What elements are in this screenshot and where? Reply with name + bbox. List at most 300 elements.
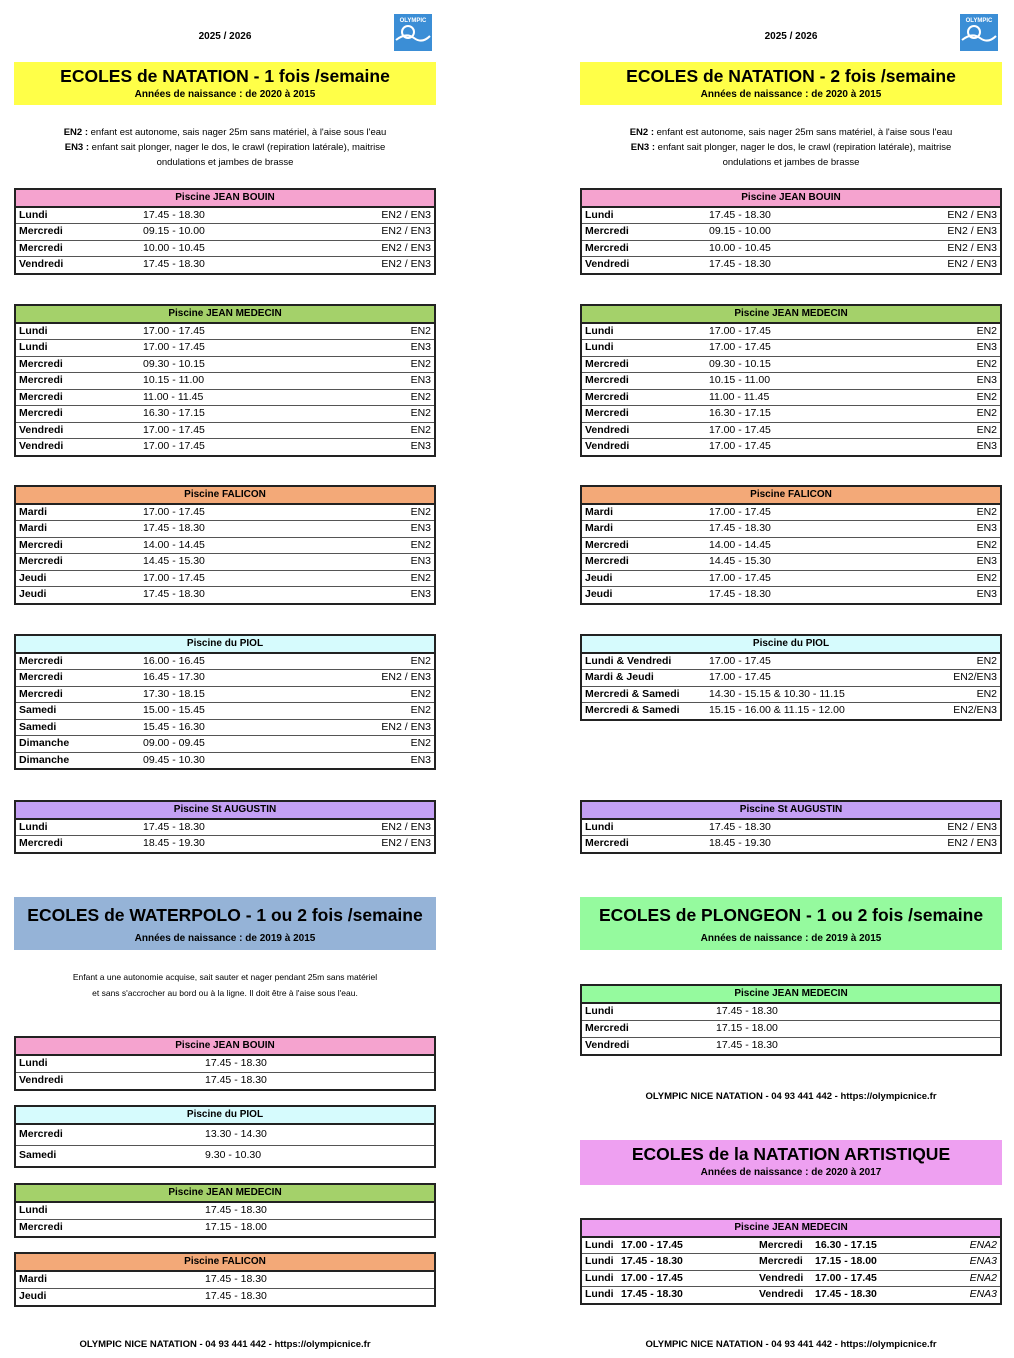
row-time: 17.00 - 17.45: [140, 570, 316, 587]
row-level: EN2: [882, 653, 1001, 670]
row-day: Mercredi: [15, 373, 140, 390]
row-level: EN2: [316, 406, 435, 423]
row-day: Mardi & Jeudi: [581, 670, 706, 687]
row-day: Lundi: [15, 1202, 202, 1220]
row-level: EN2: [316, 323, 435, 340]
row-day: Lundi: [581, 1254, 618, 1271]
schedule-table: [580, 984, 1002, 1056]
row-time: 13.30 - 14.30: [202, 1124, 435, 1146]
row-time: 09.15 - 10.00: [706, 224, 882, 241]
row-level: EN2 / EN3: [316, 719, 435, 736]
row-day: Vendredi: [581, 1037, 713, 1055]
row-time: 10.15 - 11.00: [706, 373, 882, 390]
table-row: [15, 1219, 435, 1237]
row-day: Mardi: [581, 504, 706, 521]
row-day: Vendredi: [15, 422, 140, 439]
table-row: [15, 240, 435, 257]
row-time: 17.45 - 18.30: [202, 1271, 435, 1289]
row-level: EN2: [316, 703, 435, 720]
row-time: 10.00 - 10.45: [140, 240, 316, 257]
row-day: Vendredi: [581, 257, 706, 274]
row-time: 16.30 - 17.15: [140, 406, 316, 423]
schedule-table: [14, 1183, 436, 1238]
table-row: [15, 340, 435, 357]
row-time-2: 17.00 - 17.45: [812, 1270, 937, 1287]
row-time: 09.45 - 10.30: [140, 752, 316, 769]
table-row: [581, 1237, 1001, 1254]
row-time: 17.45 - 18.30: [706, 521, 882, 538]
row-day: Lundi: [581, 340, 706, 357]
row-level: EN2 / EN3: [882, 224, 1001, 241]
row-day: Mercredi: [581, 406, 706, 423]
row-level: EN2: [882, 570, 1001, 587]
row-day: Mercredi: [581, 389, 706, 406]
en2-code: EN2 :: [629, 127, 654, 138]
row-level: EN2: [882, 686, 1001, 703]
table-header-row: [581, 486, 1001, 504]
table-header-row: [15, 189, 435, 207]
table-header-row: [581, 801, 1001, 819]
pool-name: Piscine JEAN BOUIN: [15, 189, 435, 207]
row-day: Mercredi: [15, 686, 140, 703]
row-day: Vendredi: [581, 439, 706, 456]
row-level: EN2: [882, 537, 1001, 554]
table-row: [581, 1287, 1001, 1304]
row-time: 17.30 - 18.15: [140, 686, 316, 703]
row-day: Mercredi & Samedi: [581, 686, 706, 703]
table-row: [581, 373, 1001, 390]
row-day: Jeudi: [15, 570, 140, 587]
row-day: Mercredi: [15, 537, 140, 554]
row-day-2: Vendredi: [756, 1270, 812, 1287]
row-level: EN3: [882, 340, 1001, 357]
row-day: Vendredi: [15, 1072, 202, 1090]
pool-name: Piscine JEAN MEDECIN: [15, 1184, 435, 1202]
row-level: EN2: [316, 356, 435, 373]
row-day: Lundi: [581, 1287, 618, 1304]
en3-text-cont: ondulations et jambes de brasse: [156, 157, 294, 168]
row-time: 14.45 - 15.30: [140, 554, 316, 571]
row-level: EN2: [882, 504, 1001, 521]
row-level: EN2 / EN3: [882, 240, 1001, 257]
table-header-row: [15, 305, 435, 323]
row-level-code: ENA2: [937, 1237, 1001, 1254]
row-time: 17.45 - 18.30: [618, 1287, 756, 1304]
table-row: [581, 703, 1001, 720]
table-row: [581, 670, 1001, 687]
table-row: [15, 439, 435, 456]
row-time: 09.30 - 10.15: [140, 356, 316, 373]
table-row: [581, 1003, 1001, 1021]
pool-name: Piscine du PIOL: [15, 1106, 435, 1124]
row-day: Samedi: [15, 719, 140, 736]
row-level: EN2: [316, 686, 435, 703]
table-row: [15, 1145, 435, 1167]
table-header-row: [581, 1219, 1001, 1237]
schedule-table: [14, 800, 436, 854]
row-time: 17.00 - 17.45: [706, 653, 882, 670]
table-row: [15, 389, 435, 406]
en2-text: enfant est autonome, sais nager 25m sans matériel, à l'aise sous l'eau: [88, 127, 387, 138]
row-time: 17.00 - 17.45: [618, 1237, 756, 1254]
en3-code: EN3 :: [64, 142, 90, 153]
table-row: [15, 1055, 435, 1073]
table-row: [581, 257, 1001, 274]
row-day: Vendredi: [581, 422, 706, 439]
table-header-row: [15, 801, 435, 819]
row-day: Mercredi: [15, 670, 140, 687]
row-time: 17.45 - 18.30: [202, 1072, 435, 1090]
nat1-banner: [14, 62, 436, 105]
row-level: EN3: [882, 521, 1001, 538]
row-time: 17.00 - 17.45: [706, 439, 882, 456]
en3-text: enfant sait plonger, nager le dos, le crawl (repiration latérale), maitrise: [89, 142, 386, 153]
row-level: EN2 / EN3: [882, 257, 1001, 274]
table-row: [15, 1072, 435, 1090]
row-day: Lundi: [15, 323, 140, 340]
row-time: 14.45 - 15.30: [706, 554, 882, 571]
table-row: [15, 504, 435, 521]
table-row: [15, 703, 435, 720]
levels-note: [580, 125, 1002, 170]
pool-name: Piscine JEAN MEDECIN: [15, 305, 435, 323]
nat2-banner: [580, 62, 1002, 105]
row-time: 17.45 - 18.30: [618, 1254, 756, 1271]
row-time: 17.00 - 17.45: [140, 340, 316, 357]
table-row: [581, 406, 1001, 423]
row-level: EN2/EN3: [882, 703, 1001, 720]
pool-name: Piscine du PIOL: [581, 635, 1001, 653]
schedule-table: [14, 1036, 436, 1091]
row-time: 14.00 - 14.45: [140, 537, 316, 554]
table-row: [581, 1037, 1001, 1055]
row-level: EN2: [316, 537, 435, 554]
schedule-table: [580, 485, 1002, 605]
table-row: [15, 570, 435, 587]
table-row: [581, 587, 1001, 604]
table-row: [581, 819, 1001, 836]
table-row: [15, 422, 435, 439]
pool-name: Piscine FALICON: [15, 1253, 435, 1271]
row-time: 17.15 - 18.00: [202, 1219, 435, 1237]
row-level: EN3: [882, 439, 1001, 456]
row-day: Vendredi: [15, 439, 140, 456]
table-row: [581, 537, 1001, 554]
table-header-row: [581, 635, 1001, 653]
row-time: 15.15 - 16.00 & 11.15 - 12.00: [706, 703, 882, 720]
row-day-2: Vendredi: [756, 1287, 812, 1304]
row-level: EN2 / EN3: [316, 836, 435, 853]
footer-right: OLYMPIC NICE NATATION - 04 93 441 442 - https://olympicnice.fr: [645, 1339, 937, 1350]
row-time: 16.45 - 17.30: [140, 670, 316, 687]
table-header-row: [15, 1253, 435, 1271]
table-row: [581, 504, 1001, 521]
row-time: 17.45 - 18.30: [202, 1202, 435, 1220]
table-header-row: [15, 1037, 435, 1055]
plongeon-birth-years: Années de naissance : de 2019 à 2015: [700, 933, 882, 944]
row-time: 17.00 - 17.45: [618, 1270, 756, 1287]
row-time: 17.45 - 18.30: [140, 587, 316, 604]
table-header-row: [581, 985, 1001, 1003]
svg-text:OLYMPIC: OLYMPIC: [399, 18, 427, 24]
table-row: [15, 836, 435, 853]
row-time: 17.00 - 17.45: [140, 439, 316, 456]
table-row: [581, 422, 1001, 439]
plongeon-title: ECOLES de PLONGEON - 1 ou 2 fois /semaine: [598, 905, 984, 925]
row-day-2: Mercredi: [756, 1237, 812, 1254]
row-day: Mercredi: [581, 1020, 713, 1037]
row-level: EN3: [316, 521, 435, 538]
row-day: Mercredi: [581, 240, 706, 257]
table-row: [15, 819, 435, 836]
table-row: [581, 323, 1001, 340]
row-level: EN2: [882, 389, 1001, 406]
footer-left: OLYMPIC NICE NATATION - 04 93 441 442 - https://olympicnice.fr: [79, 1339, 371, 1350]
table-row: [581, 240, 1001, 257]
row-level: EN3: [316, 439, 435, 456]
table-row: [581, 439, 1001, 456]
row-day: Mercredi: [15, 389, 140, 406]
row-day: Lundi: [581, 1003, 713, 1021]
row-time-2: 16.30 - 17.15: [812, 1237, 937, 1254]
table-row: [15, 521, 435, 538]
pool-name: Piscine JEAN MEDECIN: [581, 305, 1001, 323]
row-time: 17.45 - 18.30: [140, 521, 316, 538]
en2-code: EN2 :: [63, 127, 88, 138]
row-time-2: 17.45 - 18.30: [812, 1287, 937, 1304]
row-time: 17.45 - 18.30: [706, 587, 882, 604]
table-row: [15, 686, 435, 703]
row-day: Mercredi: [15, 356, 140, 373]
table-row: [15, 587, 435, 604]
table-row: [15, 670, 435, 687]
table-row: [581, 224, 1001, 241]
row-time: 17.00 - 17.45: [706, 504, 882, 521]
table-row: [15, 537, 435, 554]
pool-name: Piscine JEAN MEDECIN: [581, 1219, 1001, 1237]
table-row: [581, 570, 1001, 587]
row-day: Lundi: [581, 1237, 618, 1254]
row-day: Lundi: [581, 323, 706, 340]
row-time: 17.00 - 17.45: [706, 422, 882, 439]
nat2-birth-years: Années de naissance : de 2020 à 2015: [700, 89, 882, 100]
table-header-row: [15, 635, 435, 653]
row-day: Jeudi: [15, 587, 140, 604]
row-time: 17.00 - 17.45: [140, 323, 316, 340]
table-row: [581, 389, 1001, 406]
schedule-table: [14, 1252, 436, 1307]
waterpolo-banner: [14, 897, 436, 950]
row-day: Lundi: [581, 1270, 618, 1287]
pool-name: Piscine St AUGUSTIN: [581, 801, 1001, 819]
club-logo: [960, 14, 998, 51]
row-day: Mercredi: [15, 653, 140, 670]
row-day: Mercredi: [15, 836, 140, 853]
row-level: EN3: [316, 587, 435, 604]
artistique-banner: [580, 1140, 1002, 1185]
row-level: EN3: [316, 373, 435, 390]
schedule-table: [580, 1218, 1002, 1305]
row-time: 11.00 - 11.45: [140, 389, 316, 406]
row-time: 16.00 - 16.45: [140, 653, 316, 670]
row-level: EN2 / EN3: [316, 224, 435, 241]
table-header-row: [15, 486, 435, 504]
row-time: 17.45 - 18.30: [713, 1003, 1001, 1021]
artistique-birth-years: Années de naissance : de 2020 à 2017: [700, 1167, 882, 1178]
row-level: EN3: [316, 554, 435, 571]
table-row: [15, 356, 435, 373]
row-time: 9.30 - 10.30: [202, 1145, 435, 1167]
row-day: Vendredi: [15, 257, 140, 274]
table-header-row: [15, 1184, 435, 1202]
table-row: [581, 554, 1001, 571]
row-level: EN2: [316, 389, 435, 406]
row-time: 10.15 - 11.00: [140, 373, 316, 390]
schedule-table: [580, 634, 1002, 721]
table-header-row: [581, 305, 1001, 323]
row-time: 14.30 - 15.15 & 10.30 - 11.15: [706, 686, 882, 703]
row-level: EN2: [882, 356, 1001, 373]
row-time-2: 17.15 - 18.00: [812, 1254, 937, 1271]
table-row: [581, 1020, 1001, 1037]
row-day: Lundi: [15, 340, 140, 357]
row-time: 18.45 - 19.30: [140, 836, 316, 853]
row-time: 17.00 - 17.45: [706, 670, 882, 687]
table-row: [581, 836, 1001, 853]
row-day: Mercredi: [15, 240, 140, 257]
season-year: 2025 / 2026: [198, 31, 252, 42]
row-day: Lundi: [15, 207, 140, 224]
svg-text:OLYMPIC: OLYMPIC: [965, 18, 993, 24]
waterpolo-note: [14, 969, 436, 1001]
row-level: EN2: [316, 653, 435, 670]
row-level: EN2 / EN3: [882, 819, 1001, 836]
row-day: Mardi: [581, 521, 706, 538]
row-time: 09.15 - 10.00: [140, 224, 316, 241]
table-row: [15, 257, 435, 274]
pool-name: Piscine JEAN BOUIN: [15, 1037, 435, 1055]
row-time: 10.00 - 10.45: [706, 240, 882, 257]
row-time: 17.45 - 18.30: [706, 207, 882, 224]
row-time: 17.45 - 18.30: [140, 819, 316, 836]
plongeon-banner: [580, 897, 1002, 950]
nat1-title: ECOLES de NATATION - 1 fois /semaine: [60, 66, 390, 86]
row-day: Mercredi: [15, 224, 140, 241]
levels-note: [14, 125, 436, 170]
row-level: EN2 / EN3: [316, 819, 435, 836]
table-row: [581, 653, 1001, 670]
pool-name: Piscine JEAN BOUIN: [581, 189, 1001, 207]
row-day: Mercredi: [581, 224, 706, 241]
waterpolo-note-line2: et sans s'accrocher au bord ou à la ligne. Il doit être à l'aise sous l'eau.: [92, 988, 358, 998]
row-day: Mardi: [15, 521, 140, 538]
row-time: 17.45 - 18.30: [202, 1055, 435, 1073]
row-level: EN3: [316, 340, 435, 357]
pool-name: Piscine JEAN MEDECIN: [581, 985, 1001, 1003]
club-logo: [394, 14, 432, 51]
row-time: 15.00 - 15.45: [140, 703, 316, 720]
artistique-title: ECOLES de la NATATION ARTISTIQUE: [631, 1144, 951, 1164]
table-row: [15, 1288, 435, 1306]
row-day: Lundi: [15, 1055, 202, 1073]
row-day: Mercredi & Samedi: [581, 703, 706, 720]
en3-text-cont: ondulations et jambes de brasse: [722, 157, 860, 168]
row-day: Samedi: [15, 703, 140, 720]
en2-text: enfant est autonome, sais nager 25m sans matériel, à l'aise sous l'eau: [654, 127, 953, 138]
row-time: 17.45 - 18.30: [706, 819, 882, 836]
table-row: [15, 224, 435, 241]
row-level: EN3: [316, 752, 435, 769]
nat2-title: ECOLES de NATATION - 2 fois /semaine: [626, 66, 956, 86]
row-day: Mercredi: [15, 1124, 202, 1146]
schedule-table: [580, 800, 1002, 854]
row-day: Mercredi: [581, 537, 706, 554]
row-time: 14.00 - 14.45: [706, 537, 882, 554]
row-time: 17.45 - 18.30: [706, 257, 882, 274]
row-level: EN2: [882, 422, 1001, 439]
pool-name: Piscine du PIOL: [15, 635, 435, 653]
row-day: Mercredi: [15, 554, 140, 571]
table-row: [581, 340, 1001, 357]
table-row: [581, 1254, 1001, 1271]
row-day: Dimanche: [15, 752, 140, 769]
table-row: [15, 1271, 435, 1289]
row-day: Lundi: [15, 819, 140, 836]
row-day: Mardi: [15, 504, 140, 521]
table-row: [15, 1202, 435, 1220]
schedule-table: [14, 188, 436, 275]
table-row: [15, 719, 435, 736]
row-time: 17.00 - 17.45: [140, 422, 316, 439]
table-row: [581, 207, 1001, 224]
row-day: Mercredi: [581, 373, 706, 390]
table-row: [15, 373, 435, 390]
row-day: Jeudi: [581, 587, 706, 604]
row-day: Mercredi: [581, 356, 706, 373]
row-level: EN2 / EN3: [882, 836, 1001, 853]
pool-name: Piscine FALICON: [581, 486, 1001, 504]
row-day-2: Mercredi: [756, 1254, 812, 1271]
row-time: 17.00 - 17.45: [706, 570, 882, 587]
row-day: Dimanche: [15, 736, 140, 753]
table-row: [15, 653, 435, 670]
row-time: 17.45 - 18.30: [140, 207, 316, 224]
en3-code: EN3 :: [630, 142, 656, 153]
schedule-table: [14, 1105, 436, 1168]
row-level-code: ENA2: [937, 1270, 1001, 1287]
row-level: EN2: [316, 422, 435, 439]
row-level: EN2: [316, 736, 435, 753]
table-row: [15, 406, 435, 423]
table-row: [15, 323, 435, 340]
pool-name: Piscine FALICON: [15, 486, 435, 504]
row-time: 17.00 - 17.45: [140, 504, 316, 521]
row-time: 17.00 - 17.45: [706, 340, 882, 357]
row-level-code: ENA3: [937, 1254, 1001, 1271]
row-time: 09.00 - 09.45: [140, 736, 316, 753]
row-time: 17.15 - 18.00: [713, 1020, 1001, 1037]
row-day: Mercredi: [581, 554, 706, 571]
row-day: Mardi: [15, 1271, 202, 1289]
schedule-table: [580, 304, 1002, 457]
season-year: 2025 / 2026: [764, 31, 818, 42]
row-day: Jeudi: [581, 570, 706, 587]
row-level: EN3: [882, 554, 1001, 571]
row-time: 17.45 - 18.30: [202, 1288, 435, 1306]
row-day: Mercredi: [581, 836, 706, 853]
row-time: 17.00 - 17.45: [706, 323, 882, 340]
table-row: [581, 1270, 1001, 1287]
